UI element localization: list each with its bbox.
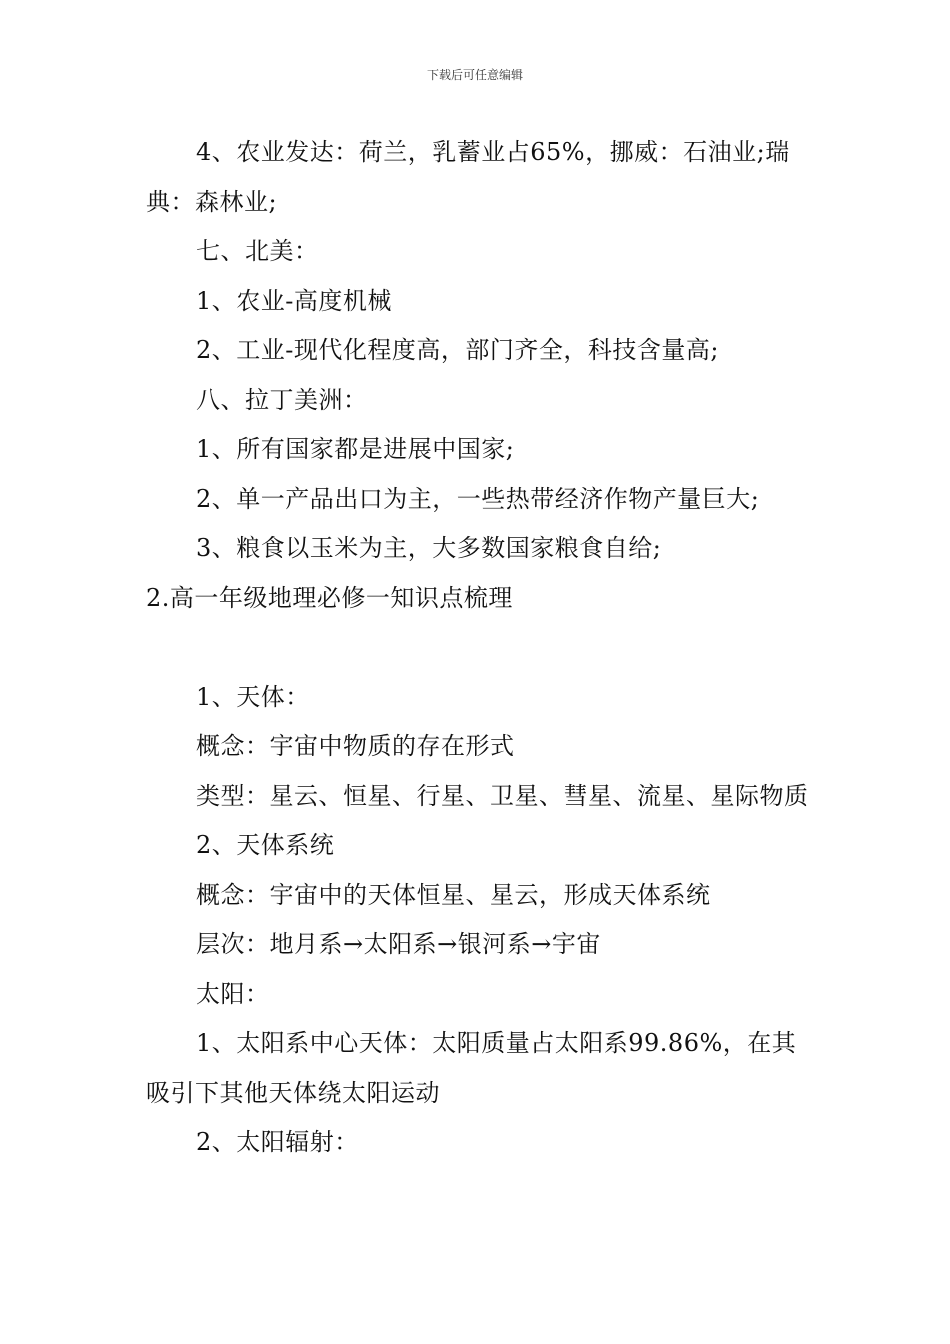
paragraph: 概念：宇宙中的天体恒星、星云，形成天体系统 [196, 880, 711, 909]
paragraph: 概念：宇宙中物质的存在形式 [196, 732, 515, 760]
paragraph: 1、所有国家都是进展中国家; [196, 435, 515, 463]
section-heading: 七、北美： [196, 237, 319, 265]
paragraph: 2、工业-现代化程度高，部门齐全，科技含量高; [196, 336, 719, 364]
paragraph: 2、太阳辐射： [196, 1128, 359, 1156]
paragraph: 3、粮食以玉米为主，大多数国家粮食自给; [196, 534, 662, 562]
page-header: 下载后可任意编辑 [426, 68, 523, 82]
section-heading: 八、拉丁美洲： [196, 385, 368, 414]
paragraph: 2、天体系统 [196, 831, 335, 859]
paragraph: 类型：星云、恒星、行星、卫星、彗星、流星、星际物质 [196, 781, 809, 810]
paragraph: 2、单一产品出口为主，一些热带经济作物产量巨大; [196, 484, 760, 513]
document-body [146, 128, 810, 1168]
paragraph: 1、农业-高度机械 [196, 286, 392, 315]
document-title: 2.高一年级地理必修一知识点梳理 [146, 583, 513, 612]
paragraph: 1、天体： [196, 682, 310, 711]
paragraph: 1、太阳系中心天体：太阳质量占太阳系99.86%，在其吸引下其他天体绕太阳运动 [146, 1029, 797, 1107]
paragraph: 4、农业发达：荷兰，乳蓄业占65%，挪威：石油业;瑞典：森林业; [146, 138, 790, 216]
paragraph: 太阳： [196, 979, 270, 1008]
paragraph: 层次：地月系→太阳系→银河系→宇宙 [196, 930, 601, 958]
